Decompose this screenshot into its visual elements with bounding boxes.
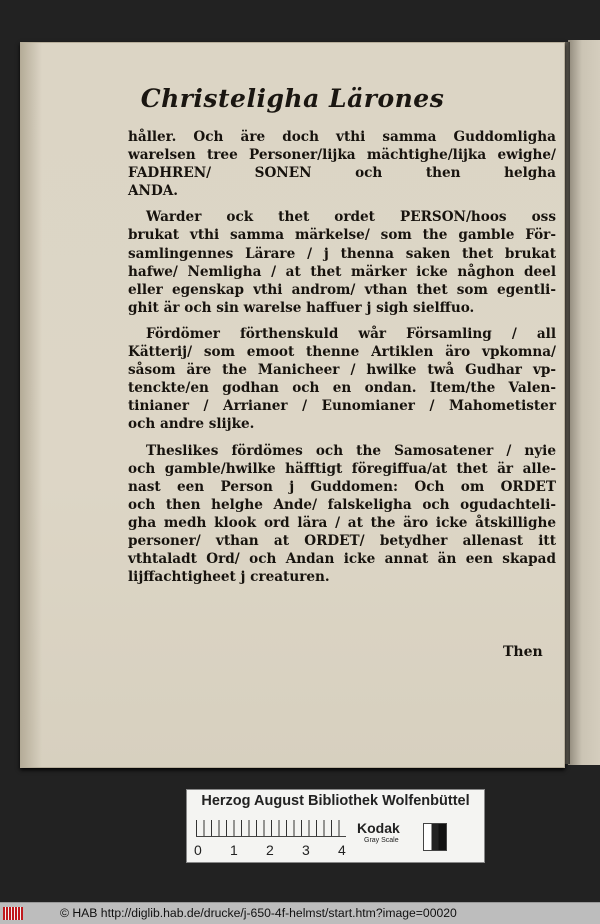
measurement-ruler — [196, 820, 346, 837]
running-header: Christeligha Lärones — [140, 84, 445, 113]
text-line: personer/ vthan at ORDET/ betydher allenast itt — [128, 532, 556, 549]
text-line: warelsen tree Personer/lijka mächtighe/lijka ewighe/ — [128, 147, 556, 164]
text-line: nast een Person j Guddomen: Och om ORDET — [128, 478, 556, 495]
text-line: vthtaladt Ord/ och Andan icke annat än een skapad — [128, 551, 556, 568]
catchword: Then — [503, 644, 543, 660]
text-line: ghit är och sin warelse haffuer j sigh sielffuo. — [128, 299, 475, 316]
facing-page-edge — [568, 40, 600, 765]
color-target-card — [186, 789, 485, 863]
text-line: FADHREN/ SONEN och then helgha — [128, 165, 556, 182]
kodak-brand: Kodak — [357, 820, 400, 836]
text-line: håller. Och äre doch vthi samma Guddomligha — [128, 129, 556, 145]
text-line: Fördömer förthenskuld wår Församling / all — [146, 325, 556, 342]
gray-scale-swatch — [423, 823, 447, 851]
ruler-number: 3 — [302, 842, 310, 858]
paragraph-2 — [128, 208, 556, 317]
text-line: tenckte/en godhan och en ondan. Item/the Valen- — [128, 380, 556, 397]
text-line: och then helghe Ande/ falskeligha och ogudachteli- — [128, 496, 556, 513]
text-line: ANDA. — [128, 183, 179, 200]
ruler-number: 1 — [230, 842, 238, 858]
copyright-url[interactable]: © HAB http://diglib.hab.de/drucke/j-650-4f-helmst/start.htm?image=00020 — [60, 906, 457, 920]
text-line: eller egenskap vthi androm/ vthan thet som egentli- — [128, 281, 556, 298]
body-text — [128, 128, 556, 586]
text-line: samlingennes Lärare / j thenna saken thet brukat — [128, 245, 556, 262]
text-line: gha medh klook ord lära / at the äro icke åtskillighe — [128, 514, 556, 531]
text-line: Theslikes fördömes och the Samosatener / nyie — [146, 442, 556, 459]
text-line: hafwe/ Nemligha / at thet märker icke någhon deel — [128, 263, 556, 280]
paragraph-4 — [128, 442, 556, 587]
ruler-number: 0 — [194, 842, 202, 858]
text-line: lijffachtigheet j creaturen. — [128, 569, 330, 586]
text-line: såsom äre the Manicheer / hwilke twå Gudhar vp- — [128, 362, 556, 379]
text-line: och gamble/hwilke häfftigt föregiffua/at thet är alle- — [128, 460, 556, 477]
viewer-footer — [0, 902, 600, 924]
paragraph-3 — [128, 325, 556, 434]
text-line: Warder ock thet ordet PERSON/hoos oss — [146, 209, 556, 226]
book-page — [20, 42, 565, 768]
hab-logo-icon — [3, 907, 23, 920]
ruler-number: 4 — [338, 842, 346, 858]
text-line: Kätterij/ som emoot thenne Artiklen äro vpkomna/ — [128, 344, 556, 361]
library-name: Herzog August Bibliothek Wolfenbüttel — [201, 793, 470, 809]
text-line: brukat vthi samma märkelse/ som the gamble För- — [128, 227, 556, 244]
text-line: och andre slijke. — [128, 416, 255, 433]
ruler-number: 2 — [266, 842, 274, 858]
ruler-numbers — [191, 842, 361, 858]
gray-scale-label: Gray Scale — [364, 837, 399, 844]
text-line: tinianer / Arrianer / Eunomianer / Mahometister — [128, 398, 556, 415]
paragraph-1 — [128, 128, 556, 200]
